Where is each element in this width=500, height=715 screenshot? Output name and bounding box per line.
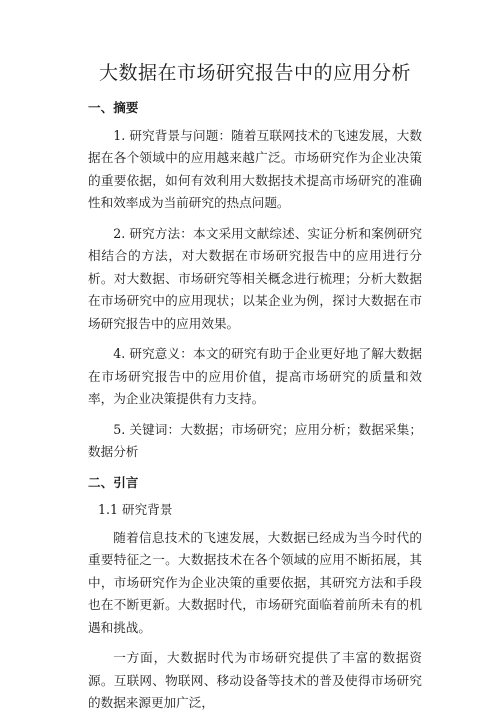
section-heading-abstract: 一、摘要 [88, 100, 139, 115]
abstract-paragraph-significance: 4. 研究意义：本文的研究有助于企业更好地了解大数据在市场研究报告中的应用价值，提高市场研究的质量和效率，为企业决策提供有力支持。 [88, 346, 422, 406]
abstract-paragraph-method: 2. 研究方法：本文采用文献综述、实证分析和案例研究相结合的方法，对大数据在市场研究报告中的应用进行分析。对大数据、市场研究等相关概念进行梳理；分析大数据在市场研究中的应用现状；以某企业为例，探讨大数据在市场研究报告中的应用效果。 [88, 225, 422, 331]
introduction-paragraph-2: 一方面，大数据时代为市场研究提供了丰富的数据资源。互联网、物联网、移动设备等技术的普及使得市场研究的数据来源更加广泛， [88, 650, 422, 710]
section-heading-introduction: 二、引言 [88, 474, 139, 490]
document-title: 大数据在市场研究报告中的应用分析 [98, 62, 411, 84]
introduction-paragraph-1: 随着信息技术的飞速发展，大数据已经成为当今时代的重要特征之一。大数据技术在各个领域的应用不断拓展，其中，市场研究作为企业决策的重要依据，其研究方法和手段也在不断更新。大数据时代，市场研究面临着前所未有的机遇和挑战。 [88, 529, 422, 635]
subsection-heading-background: 1.1 研究背景 [98, 502, 173, 517]
abstract-paragraph-keywords: 5. 关键词：大数据；市场研究；应用分析；数据采集；数据分析 [88, 421, 422, 459]
abstract-paragraph-background: 1. 研究背景与问题：随着互联网技术的飞速发展，大数据在各个领域中的应用越来越广泛。市场研究作为企业决策的重要依据，如何有效利用大数据技术提高市场研究的准确性和效率成为当前研究的热点问题。 [88, 127, 422, 210]
